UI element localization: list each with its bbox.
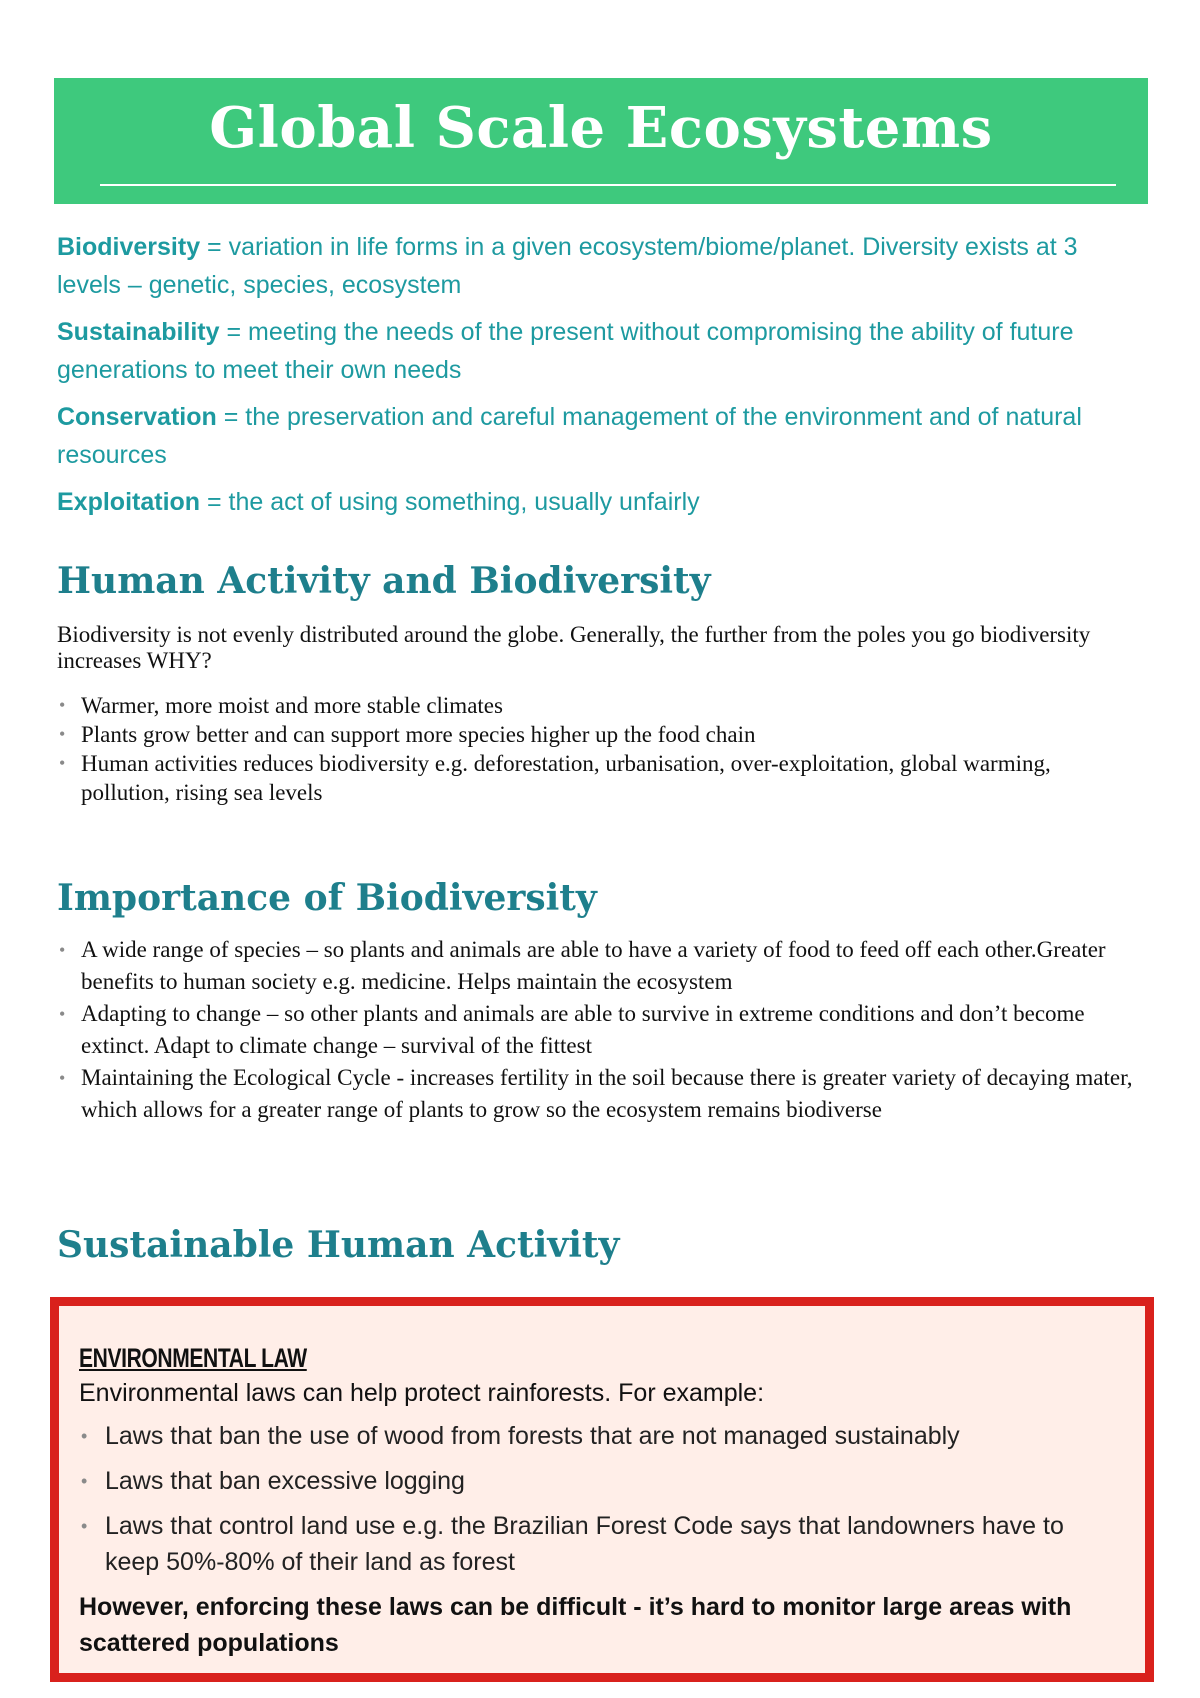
definitions-list [57,228,1137,530]
definition-text: = meeting the needs of the present without compromising the ability of future generations to meet their own needs [57,318,1074,384]
list-item: • Laws that control land use e.g. the Brazilian Forest Code says that landowners have to keep 50%-80% of their land as forest [79,1508,1125,1580]
bullet-icon: • [81,1426,88,1446]
bullet-icon: • [81,1516,88,1536]
law-box-heading: ENVIRONMENTAL LAW [79,1343,307,1373]
definition-biodiversity [57,228,1137,304]
definition-term: Sustainability [57,318,220,346]
importance-bullets [57,934,1137,1126]
bullet-icon: • [59,753,66,773]
bullet-icon: • [81,1471,88,1491]
bullet-icon: • [59,695,66,715]
section-heading-human-activity: Human Activity and Biodiversity [57,560,711,602]
list-item: • Human activities reduces biodiversity e.g. deforestation, urbanisation, over-exploitation, global warming, pollution, rising sea levels [59,751,1051,805]
definition-sustainability [57,313,1137,389]
definition-text: = variation in life forms in a given ecosystem/biome/planet. Diversity exists at 3 levels – genetic, species, ecosystem [57,233,1078,299]
bullet-icon: • [59,1004,66,1024]
law-box-intro: Environmental laws can help protect rainforests. For example: [79,1379,765,1407]
human-activity-bullets [57,691,1137,807]
definition-exploitation [57,483,1137,521]
definition-text: = the act of using something, usually unfairly [200,488,700,516]
definition-term: Conservation [57,403,217,431]
definition-text: = the preservation and careful management of the environment and of natural resources [57,403,1082,469]
definition-term: Biodiversity [57,233,201,261]
definition-term: Exploitation [57,488,201,516]
list-item: • A wide range of species – so plants and animals are able to have a variety of food to feed off each other.Greater benefits to human society e.g. medicine. Helps maintain the ecosystem [57,934,1137,998]
human-activity-intro: Biodiversity is not evenly distributed around the globe. Generally, the further from the poles you go biodiversity increases WHY? [57,622,1091,673]
section-heading-sustainable: Sustainable Human Activity [57,1224,620,1266]
list-item: • Warmer, more moist and more stable climates [59,693,503,718]
list-item: • Laws that ban the use of wood from forests that are not managed sustainably [79,1418,1125,1454]
list-item: • Maintaining the Ecological Cycle - increases fertility in the soil because there is greater variety of decaying mater, which allows for a greater range of plants to grow so the ecosystem remains biodiverse [57,1062,1137,1126]
list-item: • Adapting to change – so other plants and animals are able to survive in extreme conditions and don’t become extinct. Adapt to climate change – survival of the fittest [57,998,1137,1062]
bullet-icon: • [59,724,66,744]
section-heading-importance: Importance of Biodiversity [57,877,597,919]
bullet-icon: • [59,1068,66,1088]
law-box-bullets [79,1418,1125,1580]
bullet-icon: • [59,940,66,960]
law-box-outro: However, enforcing these laws can be difficult - it’s hard to monitor large areas with scattered populations [79,1593,1072,1657]
title-divider [100,184,1116,186]
page-title: Global Scale Ecosystems [209,95,993,161]
environmental-law-box [50,1297,1154,1682]
title-banner [54,78,1148,204]
list-item: • Plants grow better and can support more species higher up the food chain [59,722,756,747]
list-item: • Laws that ban excessive logging [79,1463,1125,1499]
definition-conservation [57,398,1137,474]
